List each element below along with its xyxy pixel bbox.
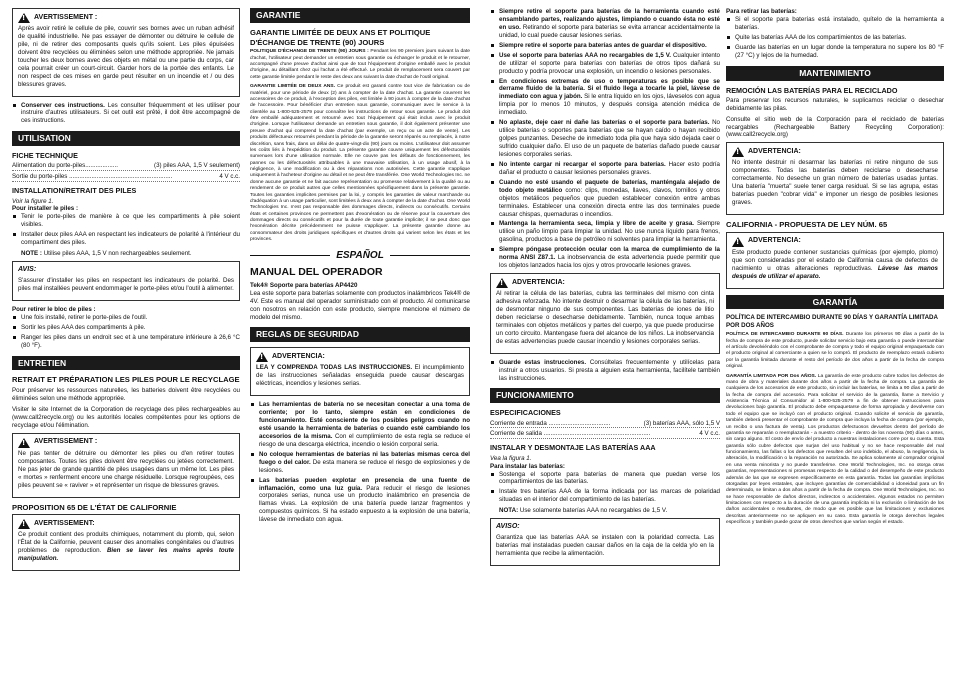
warning-box: ! ADVERTENCIA: Al retirar la célula de las baterías, cubra las terminales del mismo con cinta adhesiva reforzada. No intente destruir o desarmar la célula de las baterías, ni de desmontar ninguno de sus componentes. Las baterías de iones de litio deben reciclarse o desecharse debidamente. También, nunca toque ambas terminales con objetos metálicos y partes del cuerpo, ya que puede producirse un corto circuito. Mantengase fuera del alcance de los niños. La inobservancia de estas advertencias puede causar incendio y lesiones corporales serias. (490, 273, 720, 354)
list-item: Tenir le porte-piles de manière à ce que les compartiments à pile soient visibles. (12, 213, 240, 229)
avis-title: AVIS: (18, 266, 37, 274)
rule-item: En condiciones extremas de uso o temperaturas es posible que se derrame fluido de la batería. Si el fluido llega a tocarle la piel, lávese de inmediato con agua y jabón. Si le entra líquido en los ojos, láveselos con agua limpia por lo menos 10 minutos, y después consiga atención médica de inmediato. (490, 78, 720, 118)
instalar-subheading: Para instalar las baterías: (490, 462, 565, 470)
rule-item: Guarde estas instrucciones. Consúltelas frecuentemente y utilícelas para instruir a otros usuarios. Si presta a alguien esta herramienta, facilítele también las instrucciones. (490, 359, 720, 383)
rule-item: Use el soporte para baterías AAA no recargables de 1,5 V. Cualquier intento de utilizar el soporte para baterías con baterías de otros tipos dañará su producto y podría provocar una explosión, un incendio o lesiones personales. (490, 52, 720, 76)
rule-item: Las herramientas de batería no se necesitan conectar a una toma de corriente; por lo tanto, siempre están en condiciones de funcionamiento. Esté consciente de los posibles peligros cuando no esté usando la herramienta de baterías o cuando esté cambiando los accesorios de la misma. Con el cumplimiento de esta regla se reduce el riesgo de una descarga eléctrica, incendio o lesión corporal seria. (250, 401, 470, 449)
rule-item: Siempre retire el soporte para baterías de la herramienta cuando esté ensamblando partes, realizando ajustes, limpiando o cuando ésta no esté en uso. Retirando el soporte para baterías se evita arrancar accidentalmente la unidad, lo cual puede causar lesiones serias. (490, 8, 720, 40)
figure-ref: Voir la figure 1. (12, 197, 54, 205)
avis-box (12, 261, 240, 301)
install-note: NOTA: Use solamente baterías AAA no recargables de 1,5 V. (499, 507, 668, 515)
column-1 (12, 8, 240, 576)
install-heading: INSTALLATION/RETRAIT DES PILES (12, 186, 137, 196)
spec-row: Corriente de entrada .................................... (3) baterías AAA, sólo 1,5 V (490, 419, 720, 427)
section-garantie: GARANTIE (250, 8, 470, 23)
aviso-title: AVISO: (496, 523, 520, 531)
warning-text: Ne pas tenter de détruire ou démonter les piles ou d'en retirer toutes composantes. Toutes les piles doivent être recyclées ou jetées correctement. Ne pas jeter de grande quantité de piles usagées dans un même lot. Les piles « mortes » renferment encore une charge résiduelle. Lorsque regroupées, ces piles peuvent se « raviver » et représenter un risque de blessures graves. (18, 449, 234, 489)
list-item: Quite las baterías AAA de los compartimientos de las baterías. (726, 34, 944, 42)
california-heading: CALIFORNIA - PROPUESTA DE LEY NÚM. 65 (726, 220, 888, 230)
warning-icon (18, 13, 30, 23)
section-reglas: REGLAS DE SEGURIDAD (250, 327, 470, 342)
rule-item: Siempre retire el soporte para baterías antes de guardar el dispositivo. (490, 42, 720, 50)
section-funcionamiento: FUNCIONAMIENTO (490, 388, 720, 403)
warning-title: AVERTISSEMENT : (34, 13, 98, 21)
warning-icon (18, 519, 30, 529)
rule-item: No aplaste, deje caer ni dañe las baterías o el soporte para baterías. No utilice baterías o soportes para baterías que se hayan caído o hayan recibido golpes punzantes. Deseche de inmediato toda pila que haya sido dejada caer o sufrido cualquier daño. El uso de un paquete de baterías dañado puede causar lesiones corporales serias. (490, 119, 720, 159)
spec-row: Alimentation du porte-piles................... (3) piles AAA, 1,5 V seulement) (12, 162, 240, 170)
warning-text: Este producto puede contener sustancias químicas (por ejemplo, plomo) que son consideradas por el estado de California causa de defectos de nacimiento u otras alteraciones reproductivas. Lávese las manos después de utilizar el aparato. (732, 248, 938, 280)
manual-subtitle: Tek4® Soporte para baterías AP4420 (250, 281, 358, 289)
warning-text: Al retirar la célula de las baterías, cubra las terminales del mismo con cinta adhesiva reforzada. No intente destruir o desarmar la célula de las baterías, ni de desmontar ninguno de sus componentes. Las baterías de iones de litio deben reciclarse o desecharse debidamente. También, nunca toque ambas terminales con objetos metálicos y partes del cuerpo, ya que puede producirse un corto circuito. Mantengase fuera del alcance de los niños. La inobservancia de estas advertencias puede causar incendio y lesiones corporales serias. (496, 290, 714, 345)
paragraph: Visiter le site Internet de la Corporation de recyclage des piles rechargeables au (www.call2recycle.org) ou les autorités locales compétentes pour les options de recyclage et/ou l'élimination. (12, 406, 240, 429)
politica-heading: POLÍTICA DE INTERCAMBIO DURANTE 90 DÍAS Y GARANTÍA LIMITADA POR DOS AÑOS (726, 314, 938, 330)
paragraph: GARANTIE LIMITÉE DE DEUX ANS. Ce produit est garanti contre tout vice de fabrication ou de matériel, pour une période de deux (2) ans à compter de la date d'achat. La garantie couvrent les accessoires de ce produit, à l'exception des piles, est limitée à 90 jours à compter de la date d'achat de l'accessoire. Pour bénéficier d'un entretien sous garantie, communiquer avec le service à la clientèle au 1-800-525-2579 pour connaître les instructions de retour sous garantie. Le produit doit être emballé adéquatement et retourné avec tout l'équipement qui était inclus avec le produit d'origine. Lorsque l'utilisateur demande un entretien sous garantie, il doit également présenter une preuve d'achat qui comprend la date d'achat (par exemple, un reçu ou un acte de vente). Les produits défectueux retournés pendant la période de la garantie seront réparés ou remplacés, à notre discrétion, sans frais, dans un délai de quatre-vingt-dix (90) jours ou moins. L'utilisateur doit assumer les coûts liés à l'expédition du produit. La présente garantie couvre uniquement les défectuosités survenues lors d'une utilisation normale. Elle ne couvre pas les défauts de fonctionnement, les pannes ou les défectuosités attribuables à une mauvaise utilisation, à un usage abusif, à la négligence, à une modification ou à des réparations non autorisées. Cette garantie s'applique uniquement à l'acheteur d'origine au détail et ne peut être transférée. One World Technologies Inc. ne donne aucune garantie et ne fait aucune représentation ou promesse relativement à la qualité ou au rendement de ce produit autres que celles mentionnées spécifiquement dans la présente garantie. Toutes les garanties implicites permises par la loi, y compris les garanties de valeur marchande ou d'adéquation à un usage particulier, sont limitées à deux ans à compter de la date d'achat. One World Technologies Inc. n'est pas responsable des dommages directs, indirects ou consécutifs. Certains états et certaines provinces ne permettent pas d'exonération ou de réserve pour la couverture des dommages directs ou consécutifs et pour la durée de toute garantie implicite; il se peut donc que l'exonération décrite précédemment ne puisse s'appliquer. La présente garantie donne au consommateur des droits juridiques spécifiques et d'autres droits qui varient selon les états et les provinces. (250, 84, 470, 243)
list-item: Ranger les piles dans un endroit sec et à une température inférieure à 26,6 °C (80 °F). (12, 334, 240, 350)
warning-box (12, 8, 240, 97)
section-garantia: GARANTÍA (726, 295, 944, 310)
spec-row: Sortie du porte-piles ............................................................ 4 V c.c. (12, 173, 240, 181)
warning-icon (256, 352, 268, 362)
warning-text: Ce produit contient des produits chimiques, notamment du plomb, qui, selon l'État de la Californie, peuvent causer des anomalies congénitales ou d'autres problèmes de reproduction. Bien se laver les mains après toute manipulation. (18, 531, 234, 563)
list-item: Instale tres baterías AAA de la forma indicada por las marcas de polaridad situadas en el interior del compartimiento de las baterías. (490, 488, 720, 504)
avis-text: S'assurer d'installer les piles en respectant les indicateurs de polarité. Des piles mal installées peuvent endommager le porte-piles et/ou l'outil à alimenter. (18, 277, 234, 292)
warning-text: LEA Y COMPRENDA TODAS LAS INSTRUCCIONES. El incumplimiento de las instrucciones señaladas enseguida puede causar descargas eléctricas, incendios y lesiones serias. (256, 364, 464, 388)
paragraph: POLITIQUE D'ÉCHANGE DE TRENTE (90) JOURS : Pendant les 90 premiers jours suivant la date d'achat, l'utilisateur peut demander un entretien sous garantie ou échanger le produit et le retourner, accompagné d'une preuve d'achat ainsi que de tout l'équipement d'origine emballé avec le produit d'origine, au détaillant chez qui l'achat a été effectué. Le produit de remplacement sera couvert par cette garantie limitée pendant le reste des deux ans suivant la date d'achat de l'outil original. (250, 49, 470, 80)
list-item: Si el soporte para baterías está instalado, quítelo de la herramienta a baterías. (726, 16, 944, 32)
paragraph: POLÍTICA DE INTERCAMBIO DURANTE 90 DÍAS. Durante los primeros 90 días a partir de la fecha de compra de este producto, puede solicitar servicio bajo esta garantía o puede intercambiar el artículo devolviéndolo con el comprobante de compra y todo el equipo original empaquetado con el producto original al comerciante a quien se lo compró. El producto de reemplazo estará cubierto por la garantía limitada durante el resto del período de dos años a partir de la fecha de compra original. (726, 332, 944, 370)
rule-item: No coloque herramientas de baterías ni las baterías mismas cerca del fuego o del calor. De esta manera se reduce el riesgo de explosiones y de lesiones. (250, 451, 470, 475)
aviso-box (490, 518, 720, 566)
retirer-subheading: Pour retirer le bloc de piles : (12, 305, 96, 313)
recyclage-heading: RETRAIT ET PRÉPARATION LES PILES POUR LE RECYCLAGE (12, 375, 240, 385)
paragraph: Pour préserver les ressources naturelles, les batteries doivent être recyclées ou éliminées selon une méthode appropriée. (12, 387, 240, 403)
rule-item: Cuando no esté usando el paquete de baterías, manténgala alejado de todo objeto metálico como: clips, monedas, llaves, clavos, tornillos y otros objetos metálicos pequeños que pueden establecer conexión entre ambas terminales. Establecer una conexión directa entre las dos terminales puede causar chispas, quemaduras o incendios. (490, 179, 720, 219)
paragraph: GARANTÍA LIMITADA POR Dos AÑOS. La garantía de este producto cubre todos los defectos de mano de obra y materiales durante dos años a partir de la fecha de compra. La garantía de cualquiera de los accesorios de este producto, sin incluir las baterías, se limita a 90 días a partir de la fecha de compra del accesorio. Para solicitar el servicio de la garantía, llame a Servicio y Asistencia Técnica al Consumidor al 1-800-525-2579 a fin de obtener instrucciones para devoluciones bajo garantía. El producto debe empaquetarse de forma apropiada y devolverse con todo el equipo que se incluyó con el producto original. Cuando solicite el servicio de garantía, también deberá presentar el comprobante de compra que incluya la fecha de compra (por ejemplo, un recibo o una factura de venta). Los productos defectuosos devueltos dentro del período de garantía se repararán o reemplazarán - a nuestro criterio - dentro de los noventa (90) días o antes, sin cargo alguno. El costo de envío del producto a nuestras instalaciones corre por su cuenta. Esta garantía sólo cubre defectos que surjan del uso habitual y no se hace responsable del mal funcionamiento, las fallas o los defectos que resulten del uso indebido, el abuso, la negligencia, la alteración, la modificación o la reparación no autorizada. Se aplica solamente al comprador original en una venta minorista y no puede transferirse. One World Technologies, Inc. no otorga otras garantías, representaciones ni promesas respecto de la calidad o del desempeño de este producto además de las que se expresen específicamente en esta garantía. Todas las garantías implícitas otorgadas por leyes estatales, que incluyen garantías de comerciabilidad o idoneidad para un fin determinado, se limitan a dos años a partir de la fecha de compra. One World Technologies, Inc. no se hace responsable de daños directos, indirectos o accidentales. Algunos estados no permiten limitaciones con respecto a la duración de una garantía implícita ni la exclusión o limitación de los daños accidentales o resultantes, de modo que es posible que las limitaciones y exclusiones descritas anteriormente no se apliquen en su caso. Esta garantía le otorga derechos legales específicos y también puede gozar de otros derechos que varían según el estado. (726, 373, 944, 526)
rule-item: Siempre póngase protección ocular con la marca de cumplimiento de la norma ANSI Z87.1. La inobservancia de esta advertencia puede permitir que los objetos lanzados hacia los ojos y otros provocarle lesiones graves. (490, 246, 720, 270)
warning-text: Après avoir retiré le cellule de pile, couvrir ses bornes avec un ruban adhésif de qualité industrielle. Ne pas essayer de démonter ou détruire le cellule de pile, ni de retirer des composants quels qu'ils soient. Les piles épuisées doivent être recyclées ou éliminées selon une méthode appropriée. Ne jamais toucher les deux bornes avec des objets en métal ou une partie du corps, car cela pourrait créer un court-circuit. Garder hors de la portée des enfants. Le non respect de ces mises en garde peut résulter en un incendie et / ou des blessures graves. (18, 25, 234, 88)
instalar-heading: INSTALAR Y DESMONTAJE LAS BATERÍAS AAA (490, 443, 656, 453)
prop65-heading: PROPOSITION 65 DE L'ÉTAT DE CALIFORNIE (12, 502, 177, 512)
warning-icon (18, 438, 30, 448)
spec-row: Corriente de salida .............................................................. 4 V c.c. (490, 430, 720, 438)
list-item: Sostenga el soporte para baterías de manera que puedan verse los compartimientos de las baterías. (490, 471, 720, 487)
warning-box: ! AVERTISSEMENT : Ne pas tenter de détruire ou démonter les piles ou d'en retirer toutes composantes. Toutes les piles doivent être recyclées ou jetées correctement. Ne pas jeter de grande quantité de piles usagées dans un même lot. Les piles « mortes » renferment encore une charge résiduelle. Lorsque regroupées, ces piles peuvent se « raviver » et représenter un risque de blessures graves. (12, 433, 240, 498)
warning-box: ! ADVERTENCIA: No intente destruir ni desarmar las baterías ni retire ninguno de sus componentes. Todas las baterías deben reciclarse o desecharse correctamente. No deseche un gran número de baterías usadas juntas. Una batería "muerta" suele tener carga residual. Si se las agrupa, estas baterías pueden "cobrar vida" e imponer un riesgo de posibles lesiones graves. (726, 142, 944, 215)
figure-ref: Vea la figura 1. (490, 454, 532, 462)
paragraph: Lea este soporte para baterías solamente con productos inalámbricos Tek4® de 4V. Este es manual del operador suministrado con el producto. Al comunicarse con nosotros en relación con este producto, siempre mencione el número de modelo del mismo. (250, 289, 470, 321)
warning-icon (732, 237, 744, 247)
section-utilisation: UTILISATION (12, 131, 240, 146)
especificaciones-heading: ESPECIFICACIONES (490, 408, 561, 418)
warning-box: ! AVERTISSEMENT: Ce produit contient des produits chimiques, notamment du plomb, qui, selon l'État de la Californie, peuvent causer des anomalies congénitales ou d'autres problèmes de reproduction. Bien se laver les mains après toute manipulation. (12, 514, 240, 571)
section-mantenimiento: MANTENIMIENTO (726, 66, 944, 81)
rule-item: Las baterías pueden explotar en presencia de una fuente de inflamación, como una luz guía. Para reducir el riesgo de lesiones corporales serias, nunca use un producto inalámbrico en presencia de llamas vivas. La explosión de una batería puede lanzar fragmentos y compuestos químicos. Si ha estado expuesto a la explosión de una batería, lávese de inmediato con agua. (250, 477, 470, 525)
column-3 (490, 8, 720, 571)
paragraph: Para preservar los recursos naturales, le suplicamos reciclar o desechar debidamente las pilas. (726, 96, 944, 112)
column-2 (250, 8, 470, 527)
manual-title: MANUAL DEL OPERADOR (250, 266, 383, 279)
warning-box: ! ADVERTENCIA: LEA Y COMPRENDA TODAS LAS INSTRUCCIONES. El incumplimiento de las instrucciones señaladas enseguida puede causar descargas eléctricas, incendios y lesiones serias. (250, 347, 470, 396)
list-item: Guarde las baterías en un lugar donde la temperatura no supere los 80 °F (27 °C) y lejos de la humedad. (726, 44, 944, 60)
retirar-subheading: Para retirar las baterías: (726, 8, 797, 15)
install-subheading: Pour installer le piles : (12, 205, 79, 213)
language-divider: ESPAÑOL (250, 250, 470, 263)
fiche-technique-heading: FICHE TECHNIQUE (12, 151, 78, 161)
rule-item: No intente cargar ni recargar el soporte para baterías. Hacer esto podría dañar el producto o causar lesiones personales graves. (490, 161, 720, 177)
install-note: NOTE : Utilise piles AAA, 1,5 V non rechargeables seulement. (21, 250, 192, 258)
list-item: Sortir les piles AAA des compartiments à pile. (12, 324, 240, 332)
section-entretien: ENTRETIEN (12, 356, 240, 371)
aviso-text: Garantiza que las baterías AAA se instalen con la polaridad correcta. Las baterías mal instaladas pueden causar daños en la caja de la celda y/o en la herramienta que recibe la alimentación. (496, 534, 714, 558)
warning-text: No intente destruir ni desarmar las baterías ni retire ninguno de sus componentes. Todas las baterías deben reciclarse o desecharse correctamente. No deseche un gran número de baterías usadas juntas. Una batería "muerta" suele tener carga residual. Si se las agrupa, estas baterías pueden "cobrar vida" e imponer un riesgo de posibles lesiones graves. (732, 159, 938, 207)
remocion-heading: REMOCIÓN LAS BATERÍAS PARA EL RECICLADO (726, 85, 898, 95)
list-item: Une fois installé, retirer le porte-piles de l'outil. (12, 314, 240, 322)
rule-item: Mantenga la herramienta seca, limpia y libre de aceite y grasa. Siempre utilice un paño limpio para limpiar la unidad. No use nunca líquido para frenos, gasolina, productos a base de petróleo ni solventes para limpiar la herramienta. (490, 220, 720, 244)
warning-icon (732, 147, 744, 157)
column-4 (726, 8, 944, 530)
warning-box: ! ADVERTENCIA: Este producto puede contener sustancias químicas (por ejemplo, plomo) que son consideradas por el estado de California causa de defectos de nacimiento u otras alteraciones reproductivas. Lávese las manos después de utilizar el aparato. (726, 232, 944, 289)
paragraph: Consulte el sitio web de la Corporación para el reciclado de baterías recargables (Rechargeable Battery Recycling Corporation): (www.call2recycle.org) (726, 115, 944, 139)
garantie-heading: GARANTIE LIMITÉE DE DEUX ANS ET POLITIQUE D'ÉCHANGE DE TRENTE (90) JOURS (250, 27, 431, 47)
warning-icon (496, 278, 508, 288)
keep-instructions: Conserver ces instructions. Les consulter fréquemment et les utiliser pour instruire d'autres utilisateurs. Si cet outil est prêté, il doit être accompagné de ces instructions. (12, 102, 240, 126)
list-item: Installer deux piles AAA en respectant les indicateurs de polarité à l'intérieur du compartiment des piles. (12, 231, 240, 247)
